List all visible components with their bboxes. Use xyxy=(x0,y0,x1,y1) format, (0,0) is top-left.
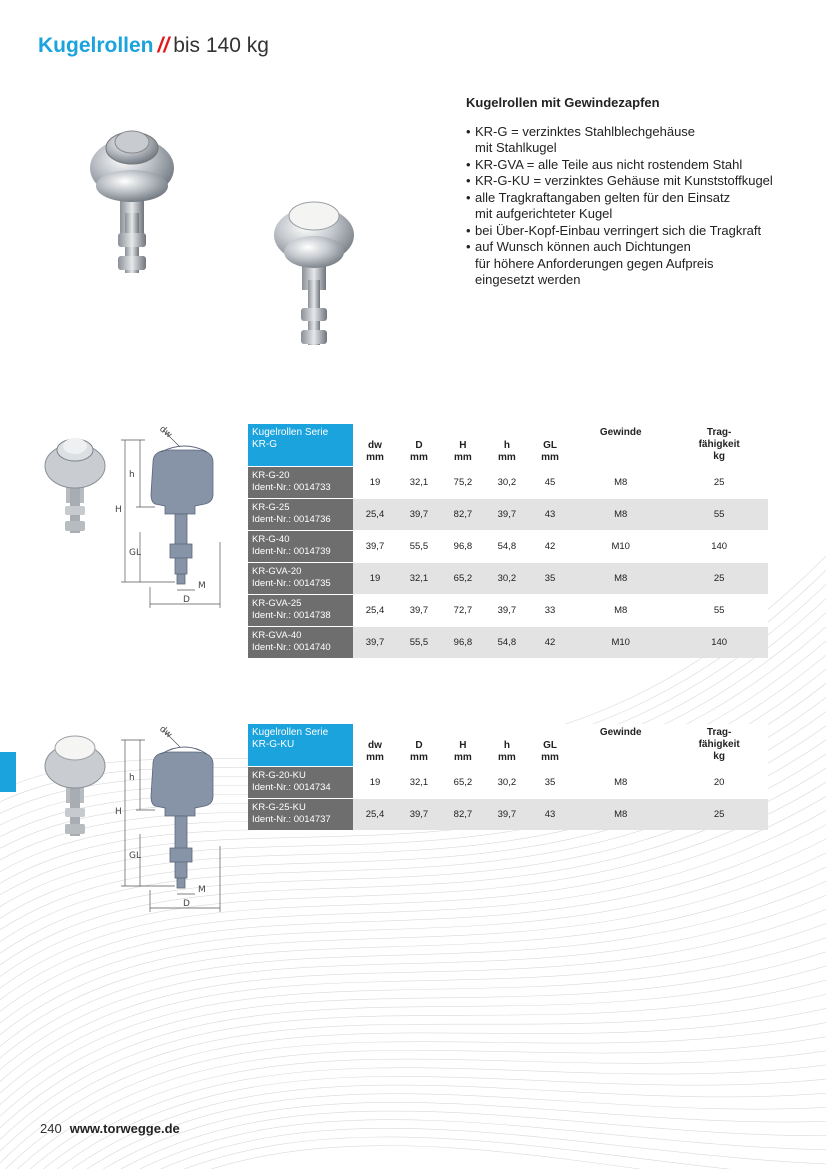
col-header-gewinde: Gewinde xyxy=(571,424,670,466)
table-cell: 35 xyxy=(529,766,571,798)
table-cell: 54,8 xyxy=(485,530,529,562)
table-cell: M8 xyxy=(571,594,670,626)
table-row xyxy=(248,594,768,626)
product-name-cell xyxy=(248,466,353,498)
table-cell: 19 xyxy=(353,466,397,498)
table-cell: 39,7 xyxy=(353,626,397,658)
col-header-GL: GL mm xyxy=(529,724,571,766)
label-GL: GL xyxy=(129,851,141,861)
table-cell: 30,2 xyxy=(485,562,529,594)
ident-number: Ident-Nr.: 0014738 xyxy=(252,610,331,621)
label-D: D xyxy=(183,899,190,909)
product-photo-kr-g-ku xyxy=(262,190,372,360)
table-cell: M8 xyxy=(571,466,670,498)
table-row xyxy=(248,766,768,798)
feature-item: • KR-G = verzinktes Stahlblechgehäuse mit Stahlkugel xyxy=(466,124,806,157)
product-name-cell xyxy=(248,766,353,798)
small-photo-kr-g xyxy=(40,428,110,538)
table-row xyxy=(248,530,768,562)
col-header-tragfaehigkeit: Trag- fähigkeit kg xyxy=(670,424,768,466)
wave-line xyxy=(0,895,826,1100)
table-cell: 43 xyxy=(529,798,571,830)
wave-line xyxy=(0,1030,826,1169)
intro-heading: Kugelrollen mit Gewindezapfen xyxy=(466,95,660,110)
table-cell: 45 xyxy=(529,466,571,498)
table-cell: M8 xyxy=(571,766,670,798)
table-cell: M8 xyxy=(571,562,670,594)
technical-drawing-kr-g-ku xyxy=(115,722,235,914)
label-dw: dw xyxy=(157,424,174,441)
table-cell: 20 xyxy=(670,766,768,798)
table-cell: 30,2 xyxy=(485,766,529,798)
wave-line xyxy=(0,955,826,1148)
table-cell: 25,4 xyxy=(353,798,397,830)
table-cell: M8 xyxy=(571,798,670,830)
ident-number: Ident-Nr.: 0014739 xyxy=(252,546,331,557)
product-name-cell xyxy=(248,498,353,530)
feature-item: • KR-GVA = alle Teile aus nicht rostendem Stahl xyxy=(466,157,806,174)
table-cell: 39,7 xyxy=(353,530,397,562)
table-cell: 55 xyxy=(670,498,768,530)
label-H: H xyxy=(115,505,122,515)
feature-list xyxy=(466,124,806,289)
product-photo-kr-g xyxy=(80,118,190,288)
table-cell: 96,8 xyxy=(441,530,485,562)
table-cell: 55,5 xyxy=(397,626,441,658)
side-tab-marker xyxy=(0,752,16,792)
ident-number: Ident-Nr.: 0014734 xyxy=(252,782,331,793)
table-cell: M10 xyxy=(571,530,670,562)
series-header: Kugelrollen Serie KR-G xyxy=(248,424,353,466)
table-cell: 39,7 xyxy=(485,498,529,530)
product-name: KR-GVA-20 xyxy=(252,566,302,577)
table-cell: 39,7 xyxy=(397,798,441,830)
title-separator: // xyxy=(157,34,170,57)
col-header-D: D mm xyxy=(397,724,441,766)
product-name-cell xyxy=(248,530,353,562)
col-header-tragfaehigkeit: Trag- fähigkeit kg xyxy=(670,724,768,766)
table-cell: 96,8 xyxy=(441,626,485,658)
feature-item: • bei Über-Kopf-Einbau verringert sich die Tragkraft xyxy=(466,223,806,240)
table-cell: 25 xyxy=(670,466,768,498)
table-cell: 65,2 xyxy=(441,766,485,798)
col-header-D: D mm xyxy=(397,424,441,466)
feature-item: • alle Tragkraftangaben gelten für den Einsatz mit aufgerichteter Kugel xyxy=(466,190,806,223)
ident-number: Ident-Nr.: 0014737 xyxy=(252,814,331,826)
wave-line xyxy=(0,1137,826,1169)
table-cell: 42 xyxy=(529,530,571,562)
table-cell: 82,7 xyxy=(441,498,485,530)
table-cell: 25 xyxy=(670,798,768,830)
table-cell: 25 xyxy=(670,562,768,594)
label-h: h xyxy=(129,470,135,480)
table-row xyxy=(248,562,768,594)
table-cell: 140 xyxy=(670,626,768,658)
page-header xyxy=(38,34,269,58)
page-number: 240 xyxy=(40,1121,62,1136)
product-name-cell xyxy=(248,626,353,658)
ident-number: Ident-Nr.: 0014740 xyxy=(252,642,331,654)
ident-number: Ident-Nr.: 0014733 xyxy=(252,482,331,493)
product-name-cell xyxy=(248,594,353,626)
col-header-H: H mm xyxy=(441,724,485,766)
table-cell: 39,7 xyxy=(485,798,529,830)
product-name-cell xyxy=(248,798,353,830)
col-header-h: h mm xyxy=(485,724,529,766)
label-dw: dw xyxy=(157,724,174,741)
table-cell: 39,7 xyxy=(485,594,529,626)
table-cell: 19 xyxy=(353,766,397,798)
website-link[interactable]: www.torwegge.de xyxy=(69,1121,180,1136)
table-row xyxy=(248,798,768,830)
table-cell: 55 xyxy=(670,594,768,626)
col-header-dw: dw mm xyxy=(353,424,397,466)
table-row xyxy=(248,498,768,530)
series-header: Kugelrollen Serie KR-G-KU xyxy=(248,724,353,766)
label-M: M xyxy=(198,581,206,591)
ident-number: Ident-Nr.: 0014735 xyxy=(252,578,331,589)
spec-table-kr-g-ku xyxy=(248,724,768,830)
product-name: KR-GVA-40 xyxy=(252,630,302,642)
table-cell: 30,2 xyxy=(485,466,529,498)
table-cell: 32,1 xyxy=(397,466,441,498)
table-cell: 32,1 xyxy=(397,562,441,594)
wave-line xyxy=(0,985,826,1169)
table-row xyxy=(248,626,768,658)
label-h: h xyxy=(129,773,135,783)
table-cell: 55,5 xyxy=(397,530,441,562)
col-header-dw: dw mm xyxy=(353,724,397,766)
table-cell: 43 xyxy=(529,498,571,530)
product-name-cell xyxy=(248,562,353,594)
table-cell: 19 xyxy=(353,562,397,594)
page-footer xyxy=(40,1121,180,1136)
table-cell: M8 xyxy=(571,498,670,530)
table-cell: 72,7 xyxy=(441,594,485,626)
table-cell: 140 xyxy=(670,530,768,562)
page-title: Kugelrollen xyxy=(38,34,154,57)
col-header-GL: GL mm xyxy=(529,424,571,466)
table-cell: 35 xyxy=(529,562,571,594)
table-cell: 32,1 xyxy=(397,766,441,798)
spec-table-kr-g xyxy=(248,424,768,658)
ident-number: Ident-Nr.: 0014736 xyxy=(252,514,331,525)
label-GL: GL xyxy=(129,548,141,558)
table-cell: 42 xyxy=(529,626,571,658)
table-cell: 25,4 xyxy=(353,594,397,626)
table-cell: 75,2 xyxy=(441,466,485,498)
table-row xyxy=(248,466,768,498)
table-cell: 33 xyxy=(529,594,571,626)
table-cell: 39,7 xyxy=(397,498,441,530)
table-cell: M10 xyxy=(571,626,670,658)
table-cell: 54,8 xyxy=(485,626,529,658)
wave-line xyxy=(0,1000,826,1169)
page-subtitle: bis 140 kg xyxy=(173,34,269,57)
product-name: KR-G-20-KU xyxy=(252,770,306,781)
product-name: KR-G-20 xyxy=(252,470,290,481)
table-cell: 82,7 xyxy=(441,798,485,830)
intro-section xyxy=(466,95,806,289)
label-H: H xyxy=(115,807,122,817)
feature-item: • KR-G-KU = verzinktes Gehäuse mit Kunststoffkugel xyxy=(466,173,806,190)
table-cell: 65,2 xyxy=(441,562,485,594)
wave-line xyxy=(0,1045,826,1169)
product-name: KR-GVA-25 xyxy=(252,598,302,609)
technical-drawing-kr-g xyxy=(115,422,235,610)
col-header-h: h mm xyxy=(485,424,529,466)
table-cell: 39,7 xyxy=(397,594,441,626)
small-photo-kr-g-ku xyxy=(40,728,110,843)
feature-item: • auf Wunsch können auch Dichtungen für höhere Anforderungen gegen Aufpreis eingesetzt werden xyxy=(466,239,806,289)
col-header-gewinde: Gewinde xyxy=(571,724,670,766)
col-header-H: H mm xyxy=(441,424,485,466)
label-M: M xyxy=(198,885,206,895)
product-name: KR-G-25-KU xyxy=(252,802,306,814)
wave-line xyxy=(0,910,826,1112)
label-D: D xyxy=(183,595,190,605)
product-name: KR-G-40 xyxy=(252,534,290,545)
table-cell: 25,4 xyxy=(353,498,397,530)
product-name: KR-G-25 xyxy=(252,502,290,513)
